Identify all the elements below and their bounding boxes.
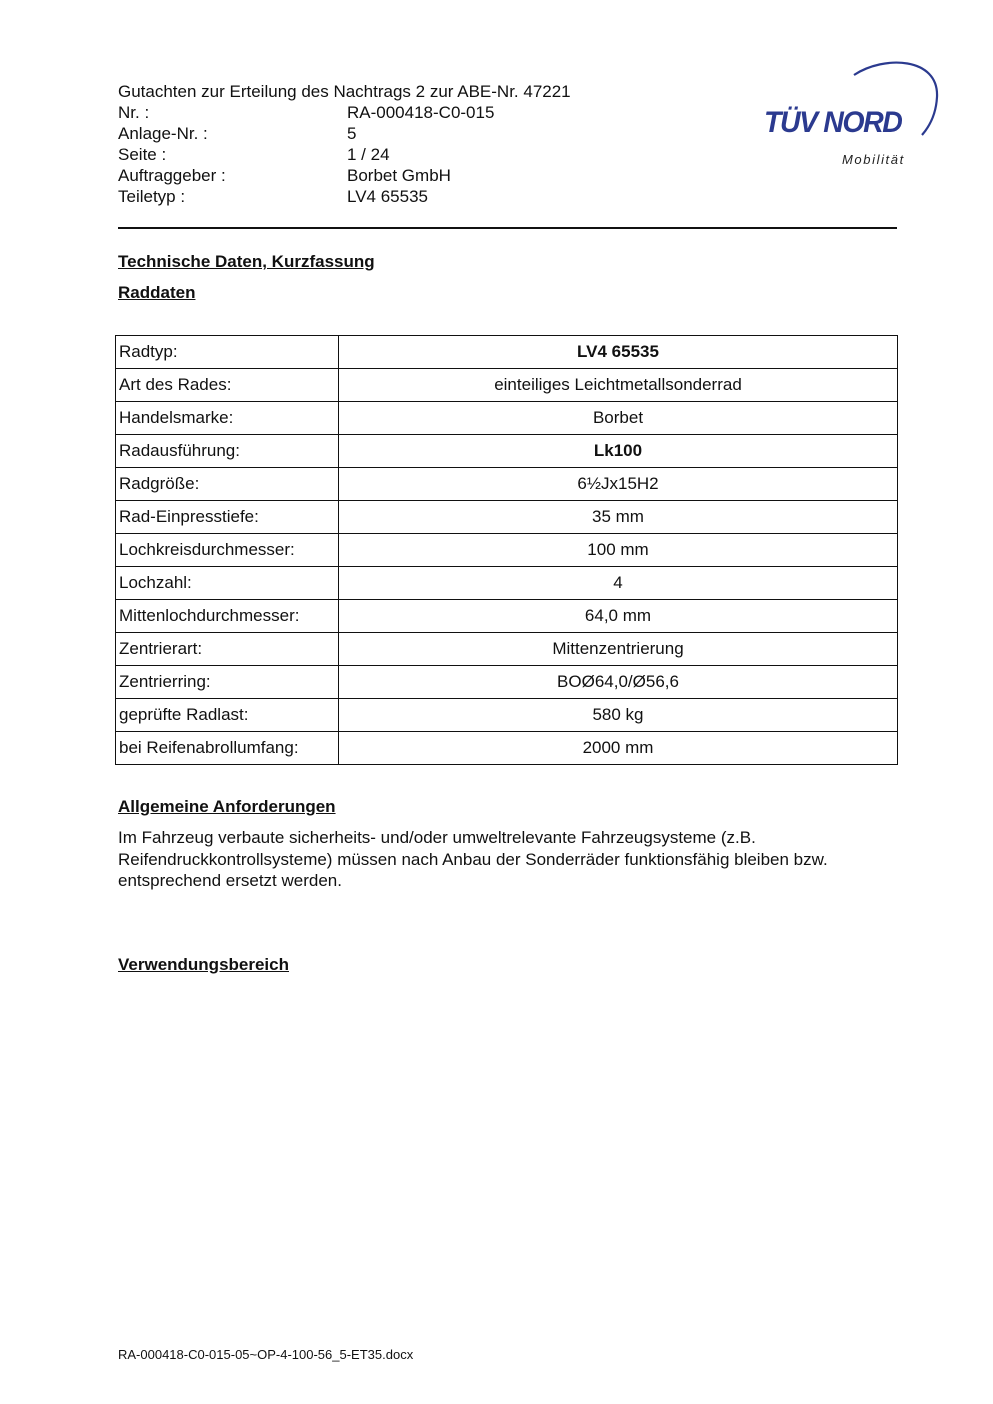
table-cell-label: Radgröße: bbox=[116, 468, 339, 501]
header-field-label: Seite : bbox=[118, 145, 167, 164]
table-cell-value: einteiliges Leichtmetallsonderrad bbox=[339, 369, 898, 402]
table-row bbox=[116, 402, 898, 435]
header-field-row bbox=[118, 186, 571, 207]
general-requirements-text: Im Fahrzeug verbaute sicherheits- und/oder umweltrelevante Fahrzeugsysteme (z.B. Reifendruckkontrollsysteme) müssen nach Anbau der Sonderräder funktionsfähig bleiben bzw. entsprechend ersetzt werden. bbox=[118, 828, 828, 890]
header-field-row bbox=[118, 144, 571, 165]
table-row bbox=[116, 567, 898, 600]
table-cell-label: Lochzahl: bbox=[116, 567, 339, 600]
table-row bbox=[116, 633, 898, 666]
table-cell-label: Radausführung: bbox=[116, 435, 339, 468]
table-row bbox=[116, 732, 898, 765]
table-row bbox=[116, 666, 898, 699]
table-row bbox=[116, 534, 898, 567]
logo-brand: TÜV NORD bbox=[764, 106, 902, 139]
logo-subtitle: Mobilität bbox=[842, 152, 905, 167]
table-row bbox=[116, 600, 898, 633]
table-cell-value: 100 mm bbox=[339, 534, 898, 567]
header-fields bbox=[118, 102, 571, 207]
table-row bbox=[116, 336, 898, 369]
document-header bbox=[118, 81, 571, 207]
table-row bbox=[116, 699, 898, 732]
table-cell-label: Zentrierart: bbox=[116, 633, 339, 666]
table-cell-value: 35 mm bbox=[339, 501, 898, 534]
header-field-value: RA-000418-C0-015 bbox=[347, 103, 495, 122]
table-cell-label: Zentrierring: bbox=[116, 666, 339, 699]
table-cell-label: geprüfte Radlast: bbox=[116, 699, 339, 732]
table-cell-value: BOØ64,0/Ø56,6 bbox=[339, 666, 898, 699]
table-cell-value: 64,0 mm bbox=[339, 600, 898, 633]
header-field-value: Borbet GmbH bbox=[347, 166, 451, 185]
header-field-value: 5 bbox=[347, 124, 357, 143]
header-field-row bbox=[118, 165, 571, 186]
table-cell-value: Lk100 bbox=[339, 435, 898, 468]
header-field-value: 1 / 24 bbox=[347, 145, 390, 164]
table-cell-value: 6½Jx15H2 bbox=[339, 468, 898, 501]
table-cell-label: Mittenlochdurchmesser: bbox=[116, 600, 339, 633]
technical-data-heading: Technische Daten, Kurzfassung bbox=[118, 252, 375, 271]
table-cell-value: 4 bbox=[339, 567, 898, 600]
table-cell-value: 580 kg bbox=[339, 699, 898, 732]
footer-filename: RA-000418-C0-015-05~OP-4-100-56_5-ET35.docx bbox=[118, 1347, 414, 1362]
table-row bbox=[116, 468, 898, 501]
header-field-label: Teiletyp : bbox=[118, 187, 186, 206]
table-cell-label: Handelsmarke: bbox=[116, 402, 339, 435]
report-title: Gutachten zur Erteilung des Nachtrags 2 zur ABE-Nr. 47221 bbox=[118, 82, 571, 101]
tuv-nord-logo bbox=[764, 57, 944, 172]
header-divider bbox=[118, 227, 897, 229]
header-field-value: LV4 65535 bbox=[347, 187, 428, 206]
header-field-row bbox=[118, 102, 571, 123]
wheel-data-table bbox=[115, 335, 898, 765]
table-cell-label: Art des Rades: bbox=[116, 369, 339, 402]
usage-area-heading: Verwendungsbereich bbox=[118, 955, 289, 974]
header-field-label: Anlage-Nr. : bbox=[118, 124, 208, 143]
table-cell-label: Rad-Einpresstiefe: bbox=[116, 501, 339, 534]
table-cell-value: Mittenzentrierung bbox=[339, 633, 898, 666]
table-cell-value: LV4 65535 bbox=[339, 336, 898, 369]
table-cell-label: Radtyp: bbox=[116, 336, 339, 369]
header-field-label: Auftraggeber : bbox=[118, 166, 226, 185]
table-cell-value: 2000 mm bbox=[339, 732, 898, 765]
general-requirements-heading: Allgemeine Anforderungen bbox=[118, 797, 336, 816]
header-field-row bbox=[118, 123, 571, 144]
wheel-data-heading: Raddaten bbox=[118, 283, 196, 302]
header-field-label: Nr. : bbox=[118, 103, 150, 122]
table-cell-value: Borbet bbox=[339, 402, 898, 435]
table-row bbox=[116, 369, 898, 402]
table-row bbox=[116, 435, 898, 468]
table-cell-label: Lochkreisdurchmesser: bbox=[116, 534, 339, 567]
table-row bbox=[116, 501, 898, 534]
table-cell-label: bei Reifenabrollumfang: bbox=[116, 732, 339, 765]
